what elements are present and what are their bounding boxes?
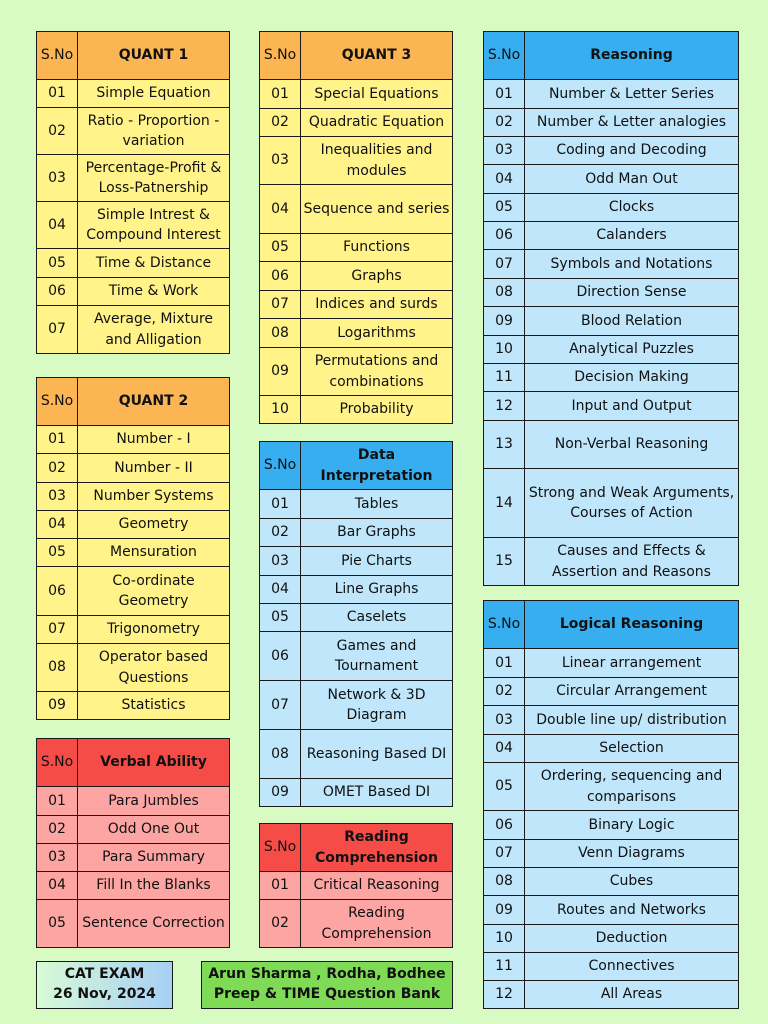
row-number: 09	[37, 692, 78, 720]
section-title: Reading Comprehension	[301, 824, 453, 872]
row-number: 05	[484, 194, 525, 222]
header-row	[260, 442, 453, 490]
sno-header: S.No	[484, 32, 525, 80]
topic-name: Strong and Weak Arguments, Courses of Action	[525, 469, 739, 538]
table-row	[260, 490, 453, 519]
topic-name: Connectives	[525, 953, 739, 981]
data-interpretation-table	[259, 441, 453, 807]
row-number: 13	[484, 421, 525, 469]
row-number: 03	[260, 547, 301, 576]
row-number: 08	[260, 319, 301, 348]
header-row	[484, 601, 739, 649]
topic-name: Number - II	[78, 454, 230, 483]
row-number: 01	[260, 80, 301, 109]
row-number: 03	[37, 844, 78, 872]
topic-name: Games and Tournament	[301, 632, 453, 681]
table-row	[37, 539, 230, 567]
topic-name: Percentage-Profit & Loss-Patnership	[78, 155, 230, 202]
topic-name: Number & Letter Series	[525, 80, 739, 109]
table-row	[37, 872, 230, 900]
table-row	[260, 262, 453, 291]
topic-name: Para Jumbles	[78, 787, 230, 816]
topic-name: Routes and Networks	[525, 896, 739, 925]
topic-name: Selection	[525, 735, 739, 763]
row-number: 02	[484, 109, 525, 137]
topic-name: Line Graphs	[301, 576, 453, 604]
topic-name: Inequalities and modules	[301, 137, 453, 185]
table-row	[260, 779, 453, 807]
table-row	[484, 649, 739, 678]
topic-name: Decision Making	[525, 364, 739, 392]
section-title: Verbal Ability	[78, 739, 230, 787]
row-number: 06	[37, 278, 78, 306]
table-row	[37, 644, 230, 692]
row-number: 05	[37, 249, 78, 278]
row-number: 05	[260, 234, 301, 262]
topic-name: Causes and Effects & Assertion and Reasons	[525, 538, 739, 586]
table-row	[37, 816, 230, 844]
topic-name: Symbols and Notations	[525, 250, 739, 279]
topic-name: Linear arrangement	[525, 649, 739, 678]
header-row	[260, 824, 453, 872]
topic-name: Sentence Correction	[78, 900, 230, 948]
table-row	[260, 348, 453, 396]
topic-name: Input and Output	[525, 392, 739, 421]
topic-name: Analytical Puzzles	[525, 336, 739, 364]
topic-name: Logarithms	[301, 319, 453, 348]
sno-header: S.No	[37, 739, 78, 787]
row-number: 14	[484, 469, 525, 538]
row-number: 06	[37, 567, 78, 616]
topic-name: Reasoning Based DI	[301, 730, 453, 779]
topic-name: Permutations and combinations	[301, 348, 453, 396]
topic-name: Tables	[301, 490, 453, 519]
sno-header: S.No	[260, 32, 301, 80]
logical-reasoning-table	[483, 600, 739, 1009]
question-bank-box	[201, 961, 453, 1009]
topic-name: Fill In the Blanks	[78, 872, 230, 900]
section-title: Logical Reasoning	[525, 601, 739, 649]
topic-name: Functions	[301, 234, 453, 262]
topic-name: Circular Arrangement	[525, 678, 739, 706]
topic-name: Trigonometry	[78, 616, 230, 644]
row-number: 01	[260, 490, 301, 519]
row-number: 05	[37, 539, 78, 567]
row-number: 15	[484, 538, 525, 586]
topic-name: Caselets	[301, 604, 453, 632]
topic-name: Venn Diagrams	[525, 840, 739, 868]
table-row	[260, 137, 453, 185]
sno-header: S.No	[260, 824, 301, 872]
section-title: QUANT 3	[301, 32, 453, 80]
row-number: 12	[484, 392, 525, 421]
row-number: 02	[37, 454, 78, 483]
header-row	[484, 32, 739, 80]
table-row	[484, 896, 739, 925]
sno-header: S.No	[260, 442, 301, 490]
table-row	[484, 194, 739, 222]
row-number: 11	[484, 953, 525, 981]
table-row	[484, 222, 739, 250]
row-number: 04	[37, 872, 78, 900]
topic-name: Blood Relation	[525, 307, 739, 336]
topic-name: Para Summary	[78, 844, 230, 872]
topic-name: All Areas	[525, 981, 739, 1009]
row-number: 01	[37, 80, 78, 108]
table-row	[37, 692, 230, 720]
sno-header: S.No	[484, 601, 525, 649]
row-number: 04	[37, 202, 78, 249]
table-row	[484, 538, 739, 586]
topic-name: Calanders	[525, 222, 739, 250]
table-row	[260, 604, 453, 632]
row-number: 01	[484, 80, 525, 109]
table-row	[37, 454, 230, 483]
topic-name: Quadratic Equation	[301, 109, 453, 137]
exam-date: 26 Nov, 2024	[53, 986, 156, 1002]
row-number: 01	[484, 649, 525, 678]
table-row	[260, 234, 453, 262]
question-bank-line2: Preep & TIME Question Bank	[213, 986, 441, 1002]
row-number: 02	[260, 109, 301, 137]
header-row	[260, 32, 453, 80]
topic-name: Network & 3D Diagram	[301, 681, 453, 730]
row-number: 01	[37, 426, 78, 454]
topic-name: Ratio - Proportion - variation	[78, 108, 230, 155]
table-row	[260, 681, 453, 730]
topic-name: Sequence and series	[301, 185, 453, 234]
quant3-table	[259, 31, 453, 424]
row-number: 03	[260, 137, 301, 185]
table-row	[37, 511, 230, 539]
row-number: 08	[260, 730, 301, 779]
row-number: 07	[37, 306, 78, 354]
table-row	[484, 336, 739, 364]
topic-name: Critical Reasoning	[301, 872, 453, 900]
row-number: 06	[260, 632, 301, 681]
table-row	[260, 185, 453, 234]
table-row	[260, 730, 453, 779]
row-number: 07	[260, 681, 301, 730]
row-number: 03	[484, 706, 525, 735]
table-row	[484, 840, 739, 868]
row-number: 08	[484, 868, 525, 896]
row-number: 10	[484, 925, 525, 953]
table-row	[37, 306, 230, 354]
header-row	[37, 739, 230, 787]
row-number: 09	[484, 896, 525, 925]
row-number: 03	[484, 137, 525, 165]
topic-name: Time & Distance	[78, 249, 230, 278]
table-row	[37, 202, 230, 249]
reasoning-table	[483, 31, 739, 586]
sno-header: S.No	[37, 32, 78, 80]
row-number: 06	[260, 262, 301, 291]
topic-name: Bar Graphs	[301, 519, 453, 547]
row-number: 11	[484, 364, 525, 392]
row-number: 01	[260, 872, 301, 900]
table-row	[37, 278, 230, 306]
row-number: 02	[260, 519, 301, 547]
table-row	[37, 108, 230, 155]
topic-name: Pie Charts	[301, 547, 453, 576]
topic-name: Graphs	[301, 262, 453, 291]
topic-name: Time & Work	[78, 278, 230, 306]
row-number: 07	[484, 840, 525, 868]
table-row	[260, 632, 453, 681]
table-row	[484, 925, 739, 953]
table-row	[484, 811, 739, 840]
exam-title: CAT EXAM	[64, 966, 145, 983]
topic-name: Direction Sense	[525, 279, 739, 307]
table-row	[484, 137, 739, 165]
header-row	[37, 32, 230, 80]
table-row	[260, 80, 453, 109]
table-row	[37, 155, 230, 202]
table-row	[37, 900, 230, 948]
row-number: 04	[260, 185, 301, 234]
row-number: 01	[37, 787, 78, 816]
quant2-table	[36, 377, 230, 720]
row-number: 03	[37, 483, 78, 511]
table-row	[37, 483, 230, 511]
table-row	[484, 868, 739, 896]
table-row	[484, 469, 739, 538]
section-title: Reasoning	[525, 32, 739, 80]
table-row	[484, 307, 739, 336]
table-row	[484, 421, 739, 469]
topic-name: Reading Comprehension	[301, 900, 453, 948]
table-row	[260, 900, 453, 948]
row-number: 09	[260, 779, 301, 807]
table-row	[260, 547, 453, 576]
row-number: 04	[260, 576, 301, 604]
row-number: 05	[484, 763, 525, 811]
row-number: 10	[260, 396, 301, 424]
table-row	[484, 763, 739, 811]
row-number: 06	[484, 811, 525, 840]
row-number: 12	[484, 981, 525, 1009]
table-row	[260, 291, 453, 319]
topic-name: Number Systems	[78, 483, 230, 511]
section-title: Data Interpretation	[301, 442, 453, 490]
topic-name: OMET Based DI	[301, 779, 453, 807]
table-row	[260, 519, 453, 547]
row-number: 07	[260, 291, 301, 319]
row-number: 05	[37, 900, 78, 948]
table-row	[484, 953, 739, 981]
topic-name: Odd One Out	[78, 816, 230, 844]
row-number: 06	[484, 222, 525, 250]
quant1-table	[36, 31, 230, 354]
table-row	[484, 364, 739, 392]
row-number: 09	[260, 348, 301, 396]
table-row	[484, 109, 739, 137]
topic-name: Average, Mixture and Alligation	[78, 306, 230, 354]
table-row	[37, 426, 230, 454]
table-row	[484, 706, 739, 735]
table-row	[37, 616, 230, 644]
question-bank-line1: Arun Sharma , Rodha, Bodhee	[208, 966, 446, 983]
row-number: 04	[37, 511, 78, 539]
row-number: 08	[484, 279, 525, 307]
topic-name: Geometry	[78, 511, 230, 539]
table-row	[37, 80, 230, 108]
topic-name: Cubes	[525, 868, 739, 896]
topic-name: Statistics	[78, 692, 230, 720]
row-number: 03	[37, 155, 78, 202]
table-row	[37, 844, 230, 872]
topic-name: Deduction	[525, 925, 739, 953]
row-number: 04	[484, 165, 525, 194]
table-row	[484, 80, 739, 109]
table-row	[260, 576, 453, 604]
table-row	[484, 165, 739, 194]
table-row	[260, 109, 453, 137]
table-row	[484, 279, 739, 307]
topic-name: Non-Verbal Reasoning	[525, 421, 739, 469]
topic-name: Simple Equation	[78, 80, 230, 108]
topic-name: Number - I	[78, 426, 230, 454]
row-number: 09	[484, 307, 525, 336]
sno-header: S.No	[37, 378, 78, 426]
topic-name: Probability	[301, 396, 453, 424]
table-row	[484, 981, 739, 1009]
topic-name: Clocks	[525, 194, 739, 222]
topic-name: Indices and surds	[301, 291, 453, 319]
row-number: 02	[37, 108, 78, 155]
table-row	[260, 872, 453, 900]
topic-name: Special Equations	[301, 80, 453, 109]
row-number: 05	[260, 604, 301, 632]
topic-name: Simple Intrest & Compound Interest	[78, 202, 230, 249]
row-number: 04	[484, 735, 525, 763]
cat-exam-date-box	[36, 961, 173, 1009]
row-number: 10	[484, 336, 525, 364]
table-row	[37, 787, 230, 816]
table-row	[260, 396, 453, 424]
topic-name: Odd Man Out	[525, 165, 739, 194]
table-row	[484, 678, 739, 706]
topic-name: Co-ordinate Geometry	[78, 567, 230, 616]
topic-name: Double line up/ distribution	[525, 706, 739, 735]
header-row	[37, 378, 230, 426]
table-row	[260, 319, 453, 348]
row-number: 02	[37, 816, 78, 844]
verbal-ability-table	[36, 738, 230, 948]
table-row	[484, 392, 739, 421]
topic-name: Coding and Decoding	[525, 137, 739, 165]
row-number: 08	[37, 644, 78, 692]
topic-name: Number & Letter analogies	[525, 109, 739, 137]
table-row	[37, 249, 230, 278]
row-number: 07	[484, 250, 525, 279]
topic-name: Binary Logic	[525, 811, 739, 840]
topic-name: Ordering, sequencing and comparisons	[525, 763, 739, 811]
table-row	[484, 735, 739, 763]
row-number: 07	[37, 616, 78, 644]
row-number: 02	[484, 678, 525, 706]
topic-name: Mensuration	[78, 539, 230, 567]
table-row	[37, 567, 230, 616]
reading-comprehension-table	[259, 823, 453, 948]
topic-name: Operator based Questions	[78, 644, 230, 692]
table-row	[484, 250, 739, 279]
section-title: QUANT 2	[78, 378, 230, 426]
section-title: QUANT 1	[78, 32, 230, 80]
row-number: 02	[260, 900, 301, 948]
